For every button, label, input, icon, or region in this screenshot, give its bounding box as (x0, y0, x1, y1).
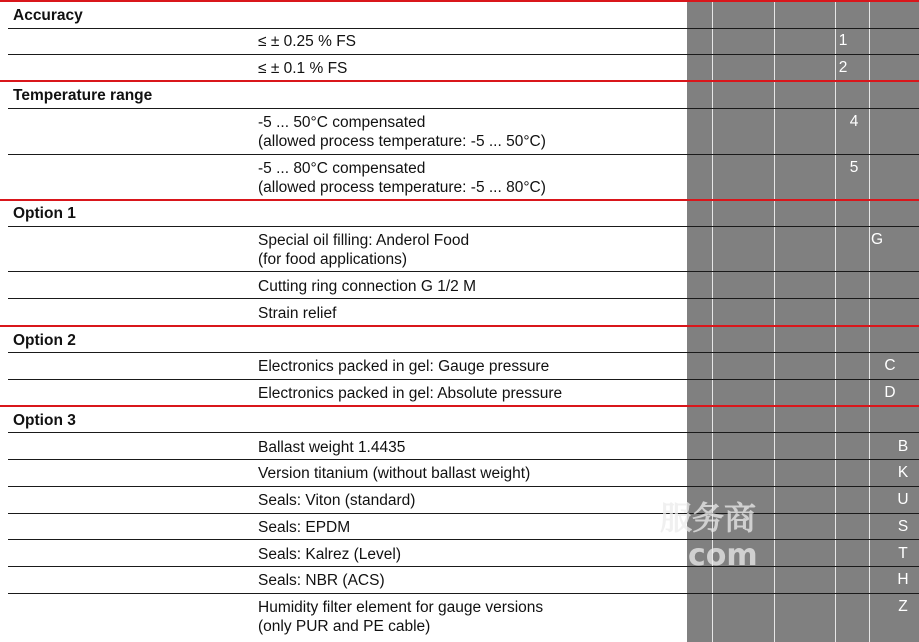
row-description: -5 ... 50°C compensated (allowed process temperature: -5 ... 50°C) (258, 114, 546, 150)
row-rule (8, 486, 919, 487)
column-divider (869, 0, 870, 642)
row-description: -5 ... 80°C compensated (allowed process temperature: -5 ... 80°C) (258, 160, 546, 196)
row-rule (8, 226, 919, 227)
row-code: 1 (838, 32, 848, 49)
row-code: 4 (849, 113, 859, 130)
watermark-text: 服务商 (660, 499, 757, 537)
section-rule (0, 0, 919, 2)
row-code: Z (898, 598, 908, 615)
row-code: G (870, 231, 884, 248)
row-code: 2 (838, 59, 848, 76)
row-description: Seals: Kalrez (Level) (258, 546, 402, 563)
row-description: ≤ ± 0.25 % FS (258, 33, 356, 50)
code-columns-area (687, 0, 919, 642)
section-title-option-2: Option 2 (13, 332, 76, 349)
column-divider (835, 0, 836, 642)
row-code: S (897, 518, 909, 535)
column-divider (712, 0, 713, 642)
section-title-option-3: Option 3 (13, 412, 76, 429)
row-rule (8, 539, 919, 540)
row-rule (8, 513, 919, 514)
section-rule (0, 80, 919, 82)
section-title-option-1: Option 1 (13, 205, 76, 222)
row-rule (8, 593, 919, 594)
row-rule (8, 566, 919, 567)
watermark-text: com (688, 538, 758, 573)
row-rule (8, 432, 919, 433)
row-code: T (898, 545, 908, 562)
row-code: C (884, 357, 896, 374)
row-rule (8, 154, 919, 155)
row-rule (8, 28, 919, 29)
row-code: 5 (849, 159, 859, 176)
row-rule (8, 271, 919, 272)
row-description: Special oil filling: Anderol Food (for food applications) (258, 232, 470, 268)
row-description: Ballast weight 1.4435 (258, 439, 406, 456)
row-description: Electronics packed in gel: Absolute pressure (258, 385, 563, 402)
row-rule (8, 352, 919, 353)
row-code: K (897, 464, 909, 481)
row-description: Seals: Viton (standard) (258, 492, 416, 509)
row-description: Strain relief (258, 305, 337, 322)
row-description: Seals: NBR (ACS) (258, 572, 385, 589)
section-rule (0, 325, 919, 327)
row-description: ≤ ± 0.1 % FS (258, 60, 348, 77)
column-divider (774, 0, 775, 642)
row-rule (8, 108, 919, 109)
section-title-temperature: Temperature range (13, 87, 153, 104)
row-rule (8, 54, 919, 55)
row-code: D (884, 384, 896, 401)
row-code: H (897, 571, 909, 588)
row-code: U (897, 491, 909, 508)
row-rule (8, 379, 919, 380)
row-description: Version titanium (without ballast weight) (258, 465, 531, 482)
row-rule (8, 298, 919, 299)
row-description: Electronics packed in gel: Gauge pressure (258, 358, 550, 375)
section-rule (0, 199, 919, 201)
row-description: Seals: EPDM (258, 519, 351, 536)
row-rule (8, 459, 919, 460)
section-title-accuracy: Accuracy (13, 7, 83, 24)
row-description: Humidity filter element for gauge versions (only PUR and PE cable) (258, 599, 544, 635)
row-description: Cutting ring connection G 1/2 M (258, 278, 476, 295)
row-code: B (897, 438, 909, 455)
section-rule (0, 405, 919, 407)
